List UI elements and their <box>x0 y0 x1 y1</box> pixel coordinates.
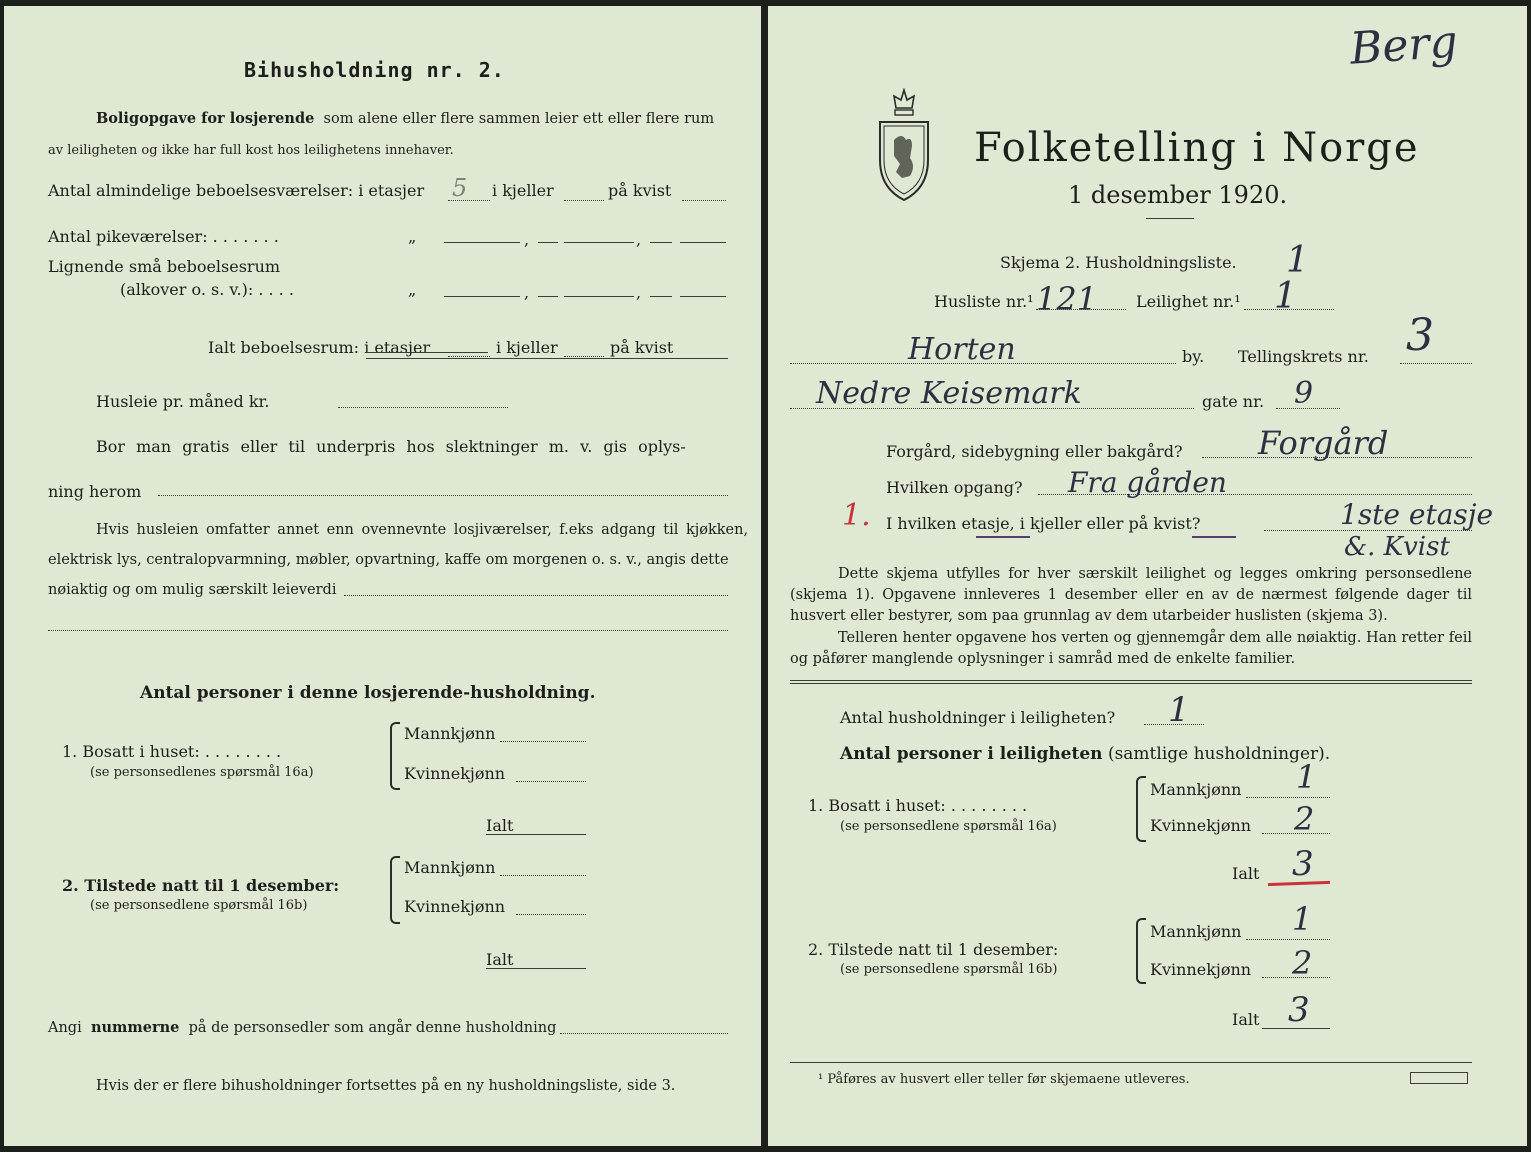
q2-label: 2. Tilstede natt til 1 desember: <box>808 940 1059 959</box>
angi-dotted-line <box>560 1033 728 1034</box>
title-divider <box>1146 218 1194 219</box>
leilighet-value: 1 <box>1274 276 1297 317</box>
printer-stamp <box>1410 1072 1468 1084</box>
lignende-line-2: (alkover o. s. v.): . . . . <box>120 280 294 299</box>
husleie-line <box>338 407 508 408</box>
rooms-etasjer-value: 5 <box>452 174 468 202</box>
gratis-line-2: ning herom <box>48 482 142 501</box>
coat-of-arms-icon <box>876 88 932 204</box>
bihusholdning-title: Bihusholdning nr. 2. <box>244 58 505 82</box>
pike-ditto: „ <box>408 227 417 246</box>
q1-label: 1. Bosatt i huset: . . . . . . . . <box>62 742 282 761</box>
households-value: 1 <box>1168 690 1190 730</box>
krets-label: Tellingskrets nr. <box>1238 347 1369 366</box>
husliste-label: Husliste nr.¹ <box>934 292 1034 311</box>
q1-mann-label: Mannkjønn <box>1150 780 1242 799</box>
kvist-value: &. Kvist <box>1344 532 1450 562</box>
ialt-kjeller-label: i kjeller <box>496 338 558 357</box>
pike-dash-1 <box>538 242 558 243</box>
lignende-ditto: „ <box>408 280 417 299</box>
q1-mann-line <box>500 741 586 742</box>
q1-sub: (se personsedlenes spørsmål 16a) <box>90 765 314 780</box>
rooms-kvist-label: på kvist <box>608 181 672 200</box>
skjema-line <box>1000 253 1237 273</box>
pike-comma-1: , <box>524 230 530 249</box>
ialt-etasjer-line <box>448 356 490 357</box>
street-value: Nedre Keisemark <box>816 376 1082 411</box>
q1-brace <box>390 722 400 790</box>
forgard-line <box>1202 457 1472 458</box>
q1-kvinne-line <box>516 781 586 782</box>
krets-line <box>1400 363 1472 364</box>
footnote: ¹ Påføres av husvert eller teller før skjemaene utleveres. <box>818 1072 1190 1087</box>
q1-ialt-red-line <box>1268 881 1330 886</box>
skjema-value: 1 <box>1286 240 1309 281</box>
intro-line-1 <box>96 109 714 129</box>
angi-post: på de personsedler som angår denne husholdning <box>188 1020 557 1036</box>
q2-kvinne-label: Kvinnekjønn <box>404 897 506 916</box>
q2-kvinne-line <box>1262 977 1330 978</box>
q2-kvinne-line <box>516 914 586 915</box>
folketelling-title: Folketelling i Norge <box>974 125 1420 171</box>
pike-comma-2: , <box>636 230 642 249</box>
street-line <box>790 408 1194 409</box>
q1-brace <box>1136 776 1146 842</box>
husleie-label: Husleie pr. måned kr. <box>96 392 270 411</box>
gate-value: 9 <box>1294 376 1314 411</box>
info-divider-1 <box>790 680 1472 681</box>
forgard-question: Forgård, sidebygning eller bakgård? <box>886 442 1183 461</box>
etasje-value: 1ste etasje <box>1340 498 1494 531</box>
q2-ialt-label: Ialt <box>486 950 514 969</box>
opgang-value: Fra gården <box>1068 466 1227 499</box>
q2-sub: (se personsedlene spørsmål 16b) <box>840 962 1058 977</box>
q2-mann-label: Mannkjønn <box>1150 922 1242 941</box>
q1-kvinne-value: 2 <box>1294 800 1315 838</box>
signature: Berg <box>1348 16 1460 75</box>
etasje-question: I hvilken etasje, i kjeller eller på kvist? <box>886 514 1201 533</box>
pike-line-3 <box>680 242 726 243</box>
husliste-value: 121 <box>1036 280 1098 318</box>
angi-pre: Angi <box>48 1020 82 1036</box>
census-date: 1 desember 1920. <box>1068 181 1288 209</box>
q2-mann-value: 1 <box>1292 900 1313 938</box>
etasje-underline <box>976 536 1030 538</box>
opgang-line <box>1038 494 1472 495</box>
ialt-kjeller-line <box>564 356 604 357</box>
gratis-line-1: Bor man gratis eller til underpris hos slektninger m. v. gis oplys- <box>96 437 686 456</box>
city-value: Horten <box>908 332 1016 367</box>
q2-mann-line <box>500 875 586 876</box>
note-line-full <box>48 630 728 631</box>
left-footer: Hvis der er flere bihusholdninger fortsettes på en ny husholdningsliste, side 3. <box>96 1078 676 1094</box>
q1-ialt-label: Ialt <box>486 816 514 835</box>
leilighet-line <box>1244 309 1334 310</box>
q2-mann-line <box>1246 939 1330 940</box>
city-line <box>790 363 1176 364</box>
lignende-line-1: Lignende små beboelsesrum <box>48 257 281 276</box>
households-question: Antal husholdninger i leiligheten? <box>840 708 1116 727</box>
gratis-line <box>158 495 728 496</box>
lignende-line-a <box>444 296 520 297</box>
pike-line-1 <box>444 242 520 243</box>
lignende-dash-1 <box>538 296 558 297</box>
q1-mann-value: 1 <box>1296 758 1317 796</box>
lignende-line-b <box>564 296 634 297</box>
lignende-comma-1: , <box>524 283 530 302</box>
q1-kvinne-label: Kvinnekjønn <box>1150 816 1252 835</box>
q2-kvinne-label: Kvinnekjønn <box>1150 960 1252 979</box>
etasje-line <box>1264 530 1472 531</box>
lignende-line-c <box>680 296 726 297</box>
lignende-dash-2 <box>650 296 672 297</box>
leilighet-label: Leilighet nr.¹ <box>1136 292 1241 311</box>
q2-ialt-value: 3 <box>1288 990 1310 1030</box>
lignende-comma-2: , <box>636 283 642 302</box>
q1-ialt-value: 3 <box>1292 844 1314 884</box>
skjema-post: Husholdningsliste. <box>1085 253 1237 272</box>
pike-dash-2 <box>650 242 672 243</box>
ialt-rooms-label: Ialt beboelsesrum: i etasjer <box>208 338 431 357</box>
q2-brace <box>1136 918 1146 984</box>
intro-bold: Boligopgave for losjerende <box>96 110 315 127</box>
persons-title <box>840 744 1330 764</box>
q2-label: 2. Tilstede natt til 1 desember: <box>62 876 340 895</box>
q1-sub: (se personsedlene spørsmål 16a) <box>840 819 1057 834</box>
note-line-2: elektrisk lys, centralopvarmning, møbler, opvartning, kaffe om morgenen o. s. v., angis dette <box>48 552 729 568</box>
households-line <box>1144 724 1204 725</box>
info-divider-2 <box>790 683 1472 684</box>
q1-ialt-label: Ialt <box>1232 864 1260 883</box>
note-line-3: nøiaktig og om mulig særskilt leieverdi <box>48 582 337 598</box>
kvist-underline <box>1192 536 1236 538</box>
q2-brace <box>390 856 400 924</box>
q2-kvinne-value: 2 <box>1292 944 1313 982</box>
page-fold <box>761 0 768 1152</box>
persons-title-rest: (samtlige husholdninger). <box>1107 744 1331 764</box>
info-paragraph-1: Dette skjema utfylles for hver særskilt leilighet og legges omkring personsedlene (skjema 1). Opgavene innleveres 1 desember eller en av de nærmest følgende dager til husvert eller bestyrer, som paa grunnlag av dem utarbeider huslisten (skjema 3). <box>790 566 1472 624</box>
q2-ialt-line <box>1262 1028 1330 1029</box>
note-line <box>344 595 728 596</box>
angi-bold: nummerne <box>90 1019 180 1036</box>
ialt-kvist-label: på kvist <box>610 338 674 357</box>
skjema-num: 2. <box>1064 253 1081 272</box>
q1-mann-line <box>1246 797 1330 798</box>
left-page <box>4 6 761 1146</box>
q1-ialt-line <box>486 834 586 835</box>
pike-label: Antal pikeværelser: . . . . . . . <box>48 227 279 246</box>
intro-line-2: av leiligheten og ikke har full kost hos leilighetens innehaver. <box>48 143 454 158</box>
ialt-double-line <box>366 358 728 359</box>
q1-kvinne-label: Kvinnekjønn <box>404 764 506 783</box>
footnote-divider <box>790 1062 1472 1063</box>
krets-value: 3 <box>1406 310 1434 361</box>
opgang-question: Hvilken opgang? <box>886 478 1023 497</box>
rooms-kvist-line <box>682 200 726 201</box>
q2-mann-label: Mannkjønn <box>404 858 496 877</box>
q1-label: 1. Bosatt i huset: . . . . . . . . <box>808 796 1028 815</box>
ialt-rooms-underline <box>366 352 488 353</box>
margin-mark: 1. <box>842 498 871 533</box>
note-line-1: Hvis husleien omfatter annet enn ovennevnte losjiværelser, f.eks adgang til kjøkken, <box>96 522 749 538</box>
husliste-line <box>1036 309 1126 310</box>
rooms-etasjer-line <box>448 200 490 201</box>
intro-rest: som alene eller flere sammen leier ett eller flere rum <box>323 111 715 127</box>
q2-ialt-label: Ialt <box>1232 1010 1260 1029</box>
gate-line <box>1276 408 1340 409</box>
persons-title: Antal personer i denne losjerende-husholdning. <box>140 683 596 703</box>
pike-line-2 <box>564 242 634 243</box>
angi-line <box>48 1018 556 1038</box>
skjema-pre: Skjema <box>1000 253 1060 272</box>
info-paragraph-2: Telleren henter opgavene hos verten og gjennemgår dem alle nøiaktig. Han retter feil og påfører manglende oplysninger i samråd med de enkelte familier. <box>790 630 1472 667</box>
right-page <box>768 6 1527 1146</box>
q1-kvinne-line <box>1262 833 1330 834</box>
rooms-kjeller-line <box>564 200 604 201</box>
rooms-label: Antal almindelige beboelsesværelser: i etasjer <box>48 181 425 200</box>
gate-label: gate nr. <box>1202 392 1265 411</box>
forgard-value: Forgård <box>1258 424 1389 462</box>
persons-title-bold: Antal personer i leiligheten <box>840 744 1103 764</box>
q1-mann-label: Mannkjønn <box>404 724 496 743</box>
q2-sub: (se personsedlene spørsmål 16b) <box>90 898 308 913</box>
rooms-kjeller-label: i kjeller <box>492 181 554 200</box>
q2-ialt-line <box>486 968 586 969</box>
by-label: by. <box>1182 347 1205 366</box>
